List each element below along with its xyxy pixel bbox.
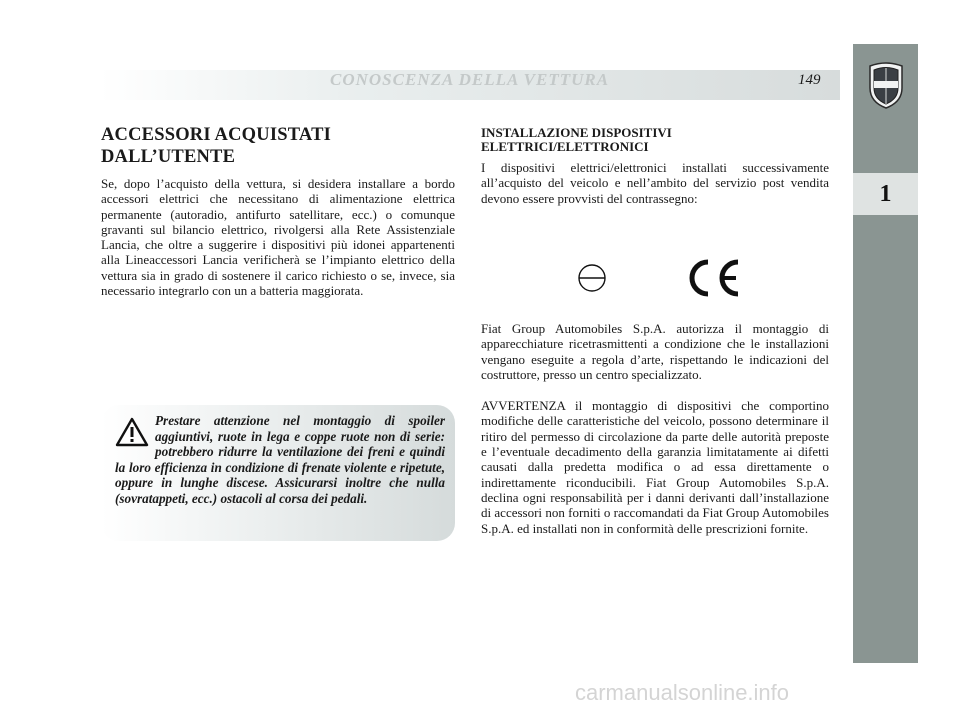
warning-text-container bbox=[115, 413, 445, 507]
subtitle-line-2: ELETTRICI/ELETTRONICI bbox=[481, 139, 649, 154]
title-line-2: DALL’UTENTE bbox=[101, 147, 236, 167]
section-title-installazione bbox=[481, 126, 829, 154]
section-tab bbox=[853, 173, 918, 215]
right-column-lower bbox=[481, 321, 829, 536]
warning-box bbox=[101, 405, 455, 541]
e-mark-icon bbox=[579, 265, 605, 291]
watermark: carmanualsonline.info bbox=[575, 680, 790, 705]
sidebar bbox=[853, 44, 918, 663]
installazione-paragraph-2: Fiat Group Automobiles S.p.A. autorizza il montaggio di apparecchiature ricetrasmittenti a condizione che le installazioni vengano eseguite a regola d’arte, rispettando le indicazioni del costruttore, presso un centro specializzato. bbox=[481, 321, 829, 382]
section-title-accessori bbox=[101, 124, 455, 168]
accessori-paragraph: Se, dopo l’acquisto della vettura, si desidera installare a bordo accessori elettrici che necessitano di alimentazione elettrica permanente (autoradio, antifurto satellitare, ecc.) o comunque gravanti sul bilancio elettrico, rivolgersi alla Rete Assistenziale Lancia, che oltre a suggerire i dispositivi più idonei appartenenti alla Lineaccessori Lancia verificherà se l’impianto elettrico della vettura sia in grado di sostenere il carico richiesto o se, invece, sia necessario integrarlo con un a batteria maggiorata. bbox=[101, 176, 455, 299]
subtitle-line-1: INSTALLAZIONE DISPOSITIVI bbox=[481, 125, 672, 140]
title-line-1: ACCESSORI ACQUISTATI bbox=[101, 125, 332, 145]
warning-text: Prestare attenzione nel montaggio di spoiler aggiuntivi, ruote in lega e coppe ruote non di serie: potrebbero ridurre la ventilazione dei freni e quindi la loro efficienza in condizione di frenate violente e ripetute, oppure in lunghe discese. Assicurarsi inoltre che nulla (sovratappeti, ecc.) ostacoli al corsa dei pedali. bbox=[115, 413, 445, 506]
running-header-title: CONOSCENZA DELLA VETTURA bbox=[330, 70, 610, 89]
section-number: 1 bbox=[879, 180, 892, 207]
ce-mark-icon bbox=[692, 262, 738, 294]
lancia-logo-icon bbox=[853, 44, 918, 128]
warning-triangle-icon bbox=[115, 417, 149, 447]
certification-marks bbox=[568, 256, 748, 300]
installazione-paragraph-1: I dispositivi elettrici/elettronici installati successivamente all’acquisto del veicolo e nell’ambito del servizio post vendita devono essere provvisti del contrassegno: bbox=[481, 160, 829, 206]
page-number: 149 bbox=[798, 72, 821, 88]
left-column bbox=[101, 124, 455, 298]
right-column bbox=[481, 126, 829, 206]
avvertenza-paragraph: AVVERTENZA il montaggio di dispositivi che comportino modifiche delle caratteristiche del veicolo, possono determinare il ritiro del permesso di circolazione da parte delle autorità preposte e l’eventuale decadimento della garanzia limitatamente ai difetti causati dalla predetta modifica o ad essa direttamente o indirettamente riconducibili. Fiat Group Automobiles S.p.A. declina ogni responsabilità per i danni derivanti dall’installazione di accessori non forniti o raccomandati da Fiat Group Automobiles S.p.A. ed installati non in conformità delle prescrizioni fornite. bbox=[481, 398, 829, 536]
